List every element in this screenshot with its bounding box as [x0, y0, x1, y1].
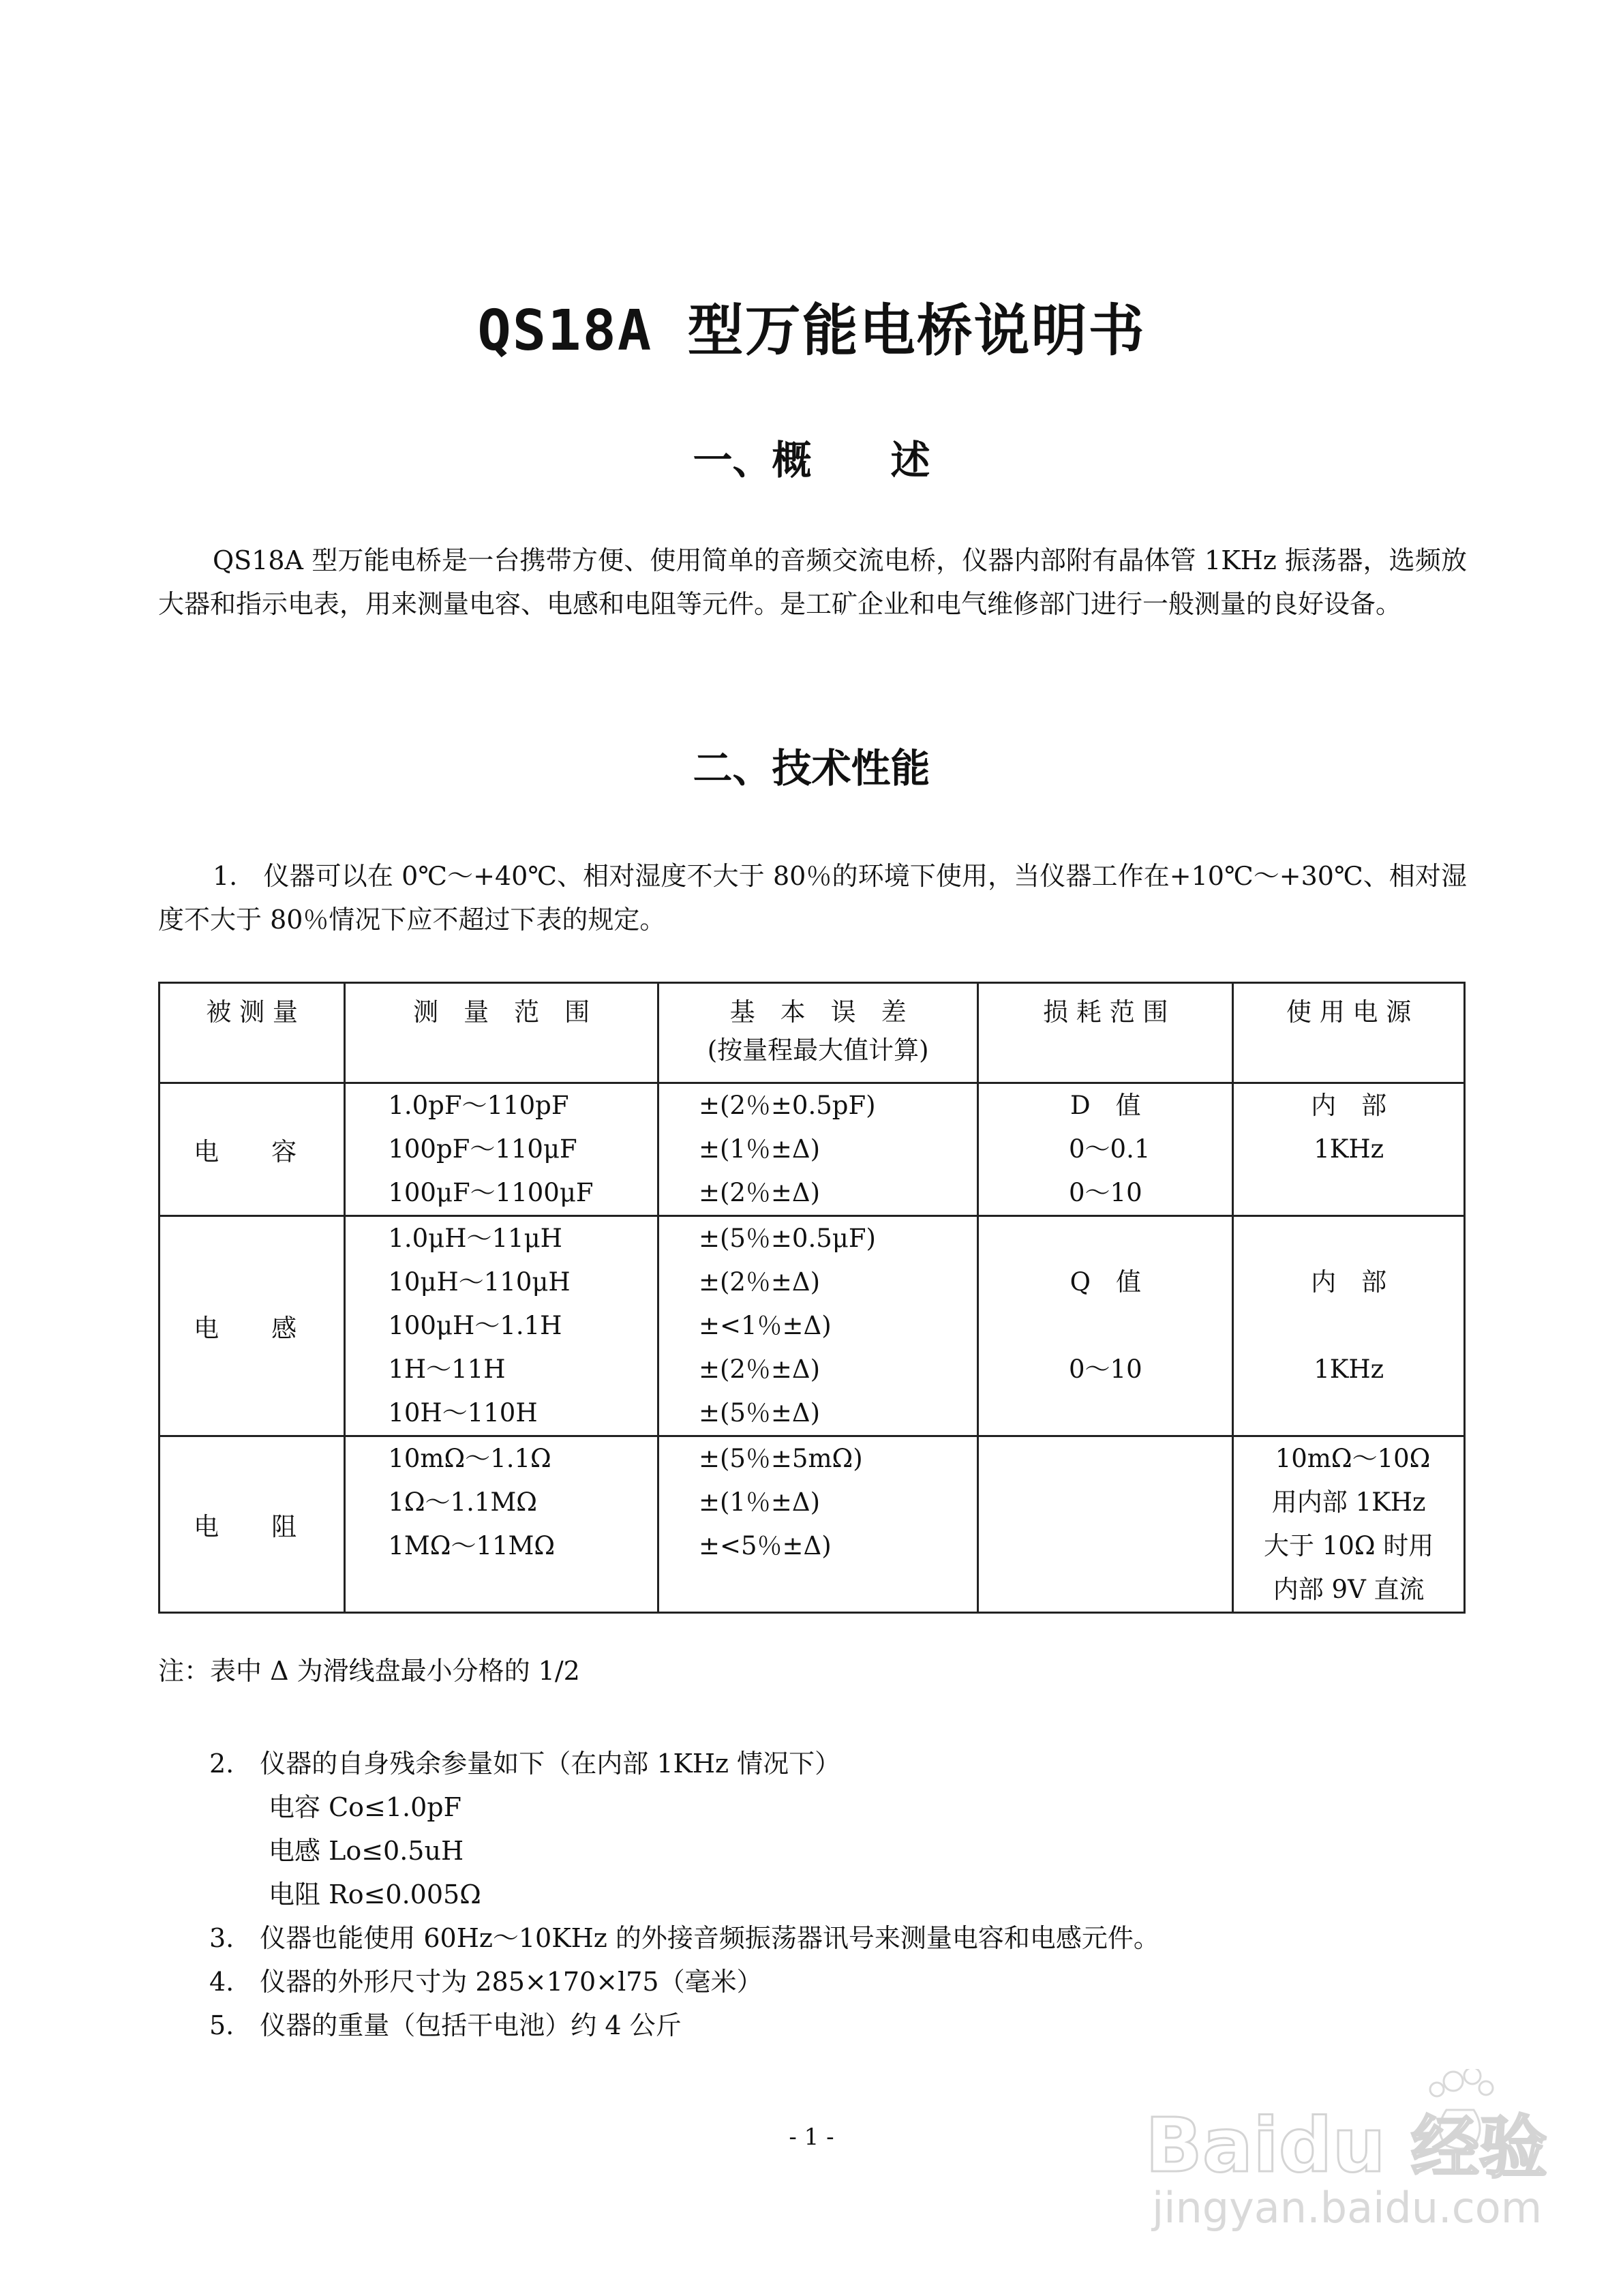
range-cell [345, 1216, 658, 1436]
range-cell-line: 1.0μH～11μH [388, 1224, 562, 1253]
table-header-cell: 基 本 误 差 (按量程最大值计算) [658, 983, 977, 1083]
range-cell-line: 100μH～1.1H [388, 1311, 562, 1340]
loss-cell-line [979, 1391, 1232, 1435]
table-header-cell: 测 量 范 围 [345, 983, 658, 1083]
error-cell-line: ±(1％±Δ) [698, 1134, 821, 1164]
loss-cell-line: 0～10 [1069, 1178, 1142, 1207]
range-cell-line: 1MΩ～11MΩ [388, 1531, 556, 1560]
power-cell [1233, 1216, 1465, 1436]
table-header-cell: 损 耗 范 围 [978, 983, 1233, 1083]
table-note: 注：表中 Δ 为滑线盘最小分格的 1/2 [158, 1656, 580, 1686]
residual-capacitance: 电容 Co≤1.0pF [269, 1792, 461, 1822]
power-cell-line: 10mΩ～10Ω [1266, 1444, 1431, 1473]
list-item: 4. 仪器的外形尺寸为 285×170×l75（毫米） [209, 1967, 763, 1997]
loss-cell-line: D 值 [1070, 1091, 1141, 1120]
table-row [160, 1083, 1465, 1216]
loss-cell-line: 0～10 [1069, 1355, 1142, 1384]
range-cell-line: 100μF～1100μF [388, 1178, 594, 1207]
page-number: - 1 - [789, 2124, 834, 2151]
loss-cell-line: 0～0.1 [1061, 1134, 1151, 1164]
table-row [160, 1436, 1465, 1613]
table-header-row [160, 983, 1465, 1083]
section-heading-overview: 一、概 述 [693, 437, 930, 483]
table-row [160, 1216, 1465, 1436]
error-cell-line: ±(5％±0.5μF) [698, 1224, 876, 1253]
range-cell-line: 10μH～110μH [388, 1267, 571, 1297]
power-cell [1233, 1436, 1465, 1613]
range-cell [345, 1083, 658, 1216]
range-cell-line: 10mΩ～1.1Ω [388, 1444, 551, 1473]
power-cell [1233, 1083, 1465, 1216]
error-cell-line: ±(2％±Δ) [698, 1267, 821, 1297]
spec-table [158, 982, 1466, 1614]
overview-paragraph: QS18A 型万能电桥是一台携带方便、使用简单的音频交流电桥，仪器内部附有晶体管 1KHz 振荡器，选频放大器和指示电表，用来测量电容、电感和电阻等元件。是工矿企业和电气维修部门进行一般测量的良好设备。 [158, 545, 1467, 619]
loss-cell [978, 1083, 1233, 1216]
measure-name-cell: 电 容 [160, 1083, 345, 1216]
range-cell-line: 1H～11H [388, 1355, 506, 1384]
list-item: 2. 仪器的自身残余参量如下（在内部 1KHz 情况下） [209, 1749, 841, 1779]
range-cell-line: 1Ω～1.1MΩ [388, 1487, 537, 1517]
document-title: QS18A 型万能电桥说明书 [477, 299, 1146, 363]
loss-cell-line [979, 1304, 1232, 1348]
error-cell-line: ±<5％±Δ) [698, 1531, 832, 1560]
power-cell-line [1234, 1217, 1463, 1260]
loss-cell-line: Q 值 [1070, 1267, 1141, 1297]
loss-cell [978, 1216, 1233, 1436]
error-cell-line: ±(5％±Δ) [698, 1398, 821, 1428]
power-cell-line [1234, 1304, 1463, 1348]
power-cell-line: 内 部 [1311, 1267, 1387, 1297]
power-cell-line [1234, 1391, 1463, 1435]
residual-inductance: 电感 Lo≤0.5uH [269, 1836, 464, 1866]
section-heading-tech: 二、技术性能 [693, 745, 930, 791]
baidu-jingyan-watermark [1132, 2069, 1575, 2246]
power-cell-line: 用内部 1KHz [1271, 1487, 1426, 1517]
power-cell-line: 1KHz [1314, 1355, 1384, 1384]
table-header-cell: 被 测 量 [160, 983, 345, 1083]
power-cell-line: 大于 10Ω 时用 [1264, 1531, 1434, 1560]
tech-item-1: 1. 仪器可以在 0℃～+40℃、相对湿度不大于 80％的环境下使用，当仪器工作在+10℃～+30℃、相对湿度不大于 80％情况下应不超过下表的规定。 [158, 861, 1467, 935]
range-cell [345, 1436, 658, 1613]
error-cell [658, 1083, 977, 1216]
error-cell-line: ±(1％±Δ) [698, 1487, 821, 1517]
watermark-url: jingyan.baidu.com [1152, 2183, 1543, 2233]
error-cell-line: ±<1％±Δ) [698, 1311, 832, 1340]
watermark-label: 经验 [1411, 2108, 1547, 2188]
error-cell-line: ±(2％±Δ) [698, 1355, 821, 1384]
error-cell [658, 1216, 977, 1436]
residual-resistance: 电阻 Ro≤0.005Ω [269, 1879, 481, 1909]
error-cell-line: ±(5％±5mΩ) [698, 1444, 863, 1473]
watermark-brand: Baidu [1145, 2102, 1386, 2189]
loss-cell [978, 1436, 1233, 1613]
range-cell-line: 10H～110H [388, 1398, 538, 1428]
range-cell-line: 1.0pF～110pF [388, 1091, 569, 1120]
loss-cell-line [979, 1217, 1232, 1260]
list-item: 5. 仪器的重量（包括干电池）约 4 公斤 [209, 2010, 682, 2040]
error-cell-line: ±(2％±0.5pF) [698, 1091, 876, 1120]
table-header-cell: 使 用 电 源 [1233, 983, 1465, 1083]
measure-name-cell: 电 阻 [160, 1436, 345, 1613]
power-cell-line: 内部 9V 直流 [1273, 1575, 1425, 1604]
power-cell-line: 1KHz [1314, 1134, 1384, 1164]
error-cell-line: ±(2％±Δ) [698, 1178, 821, 1207]
measure-name-cell: 电 感 [160, 1216, 345, 1436]
power-cell-line: 内 部 [1311, 1091, 1387, 1120]
list-item: 3. 仪器也能使用 60Hz～10KHz 的外接音频振荡器讯号来测量电容和电感元件。 [209, 1923, 1159, 1953]
range-cell-line: 100pF～110μF [388, 1134, 577, 1164]
error-cell [658, 1436, 977, 1613]
